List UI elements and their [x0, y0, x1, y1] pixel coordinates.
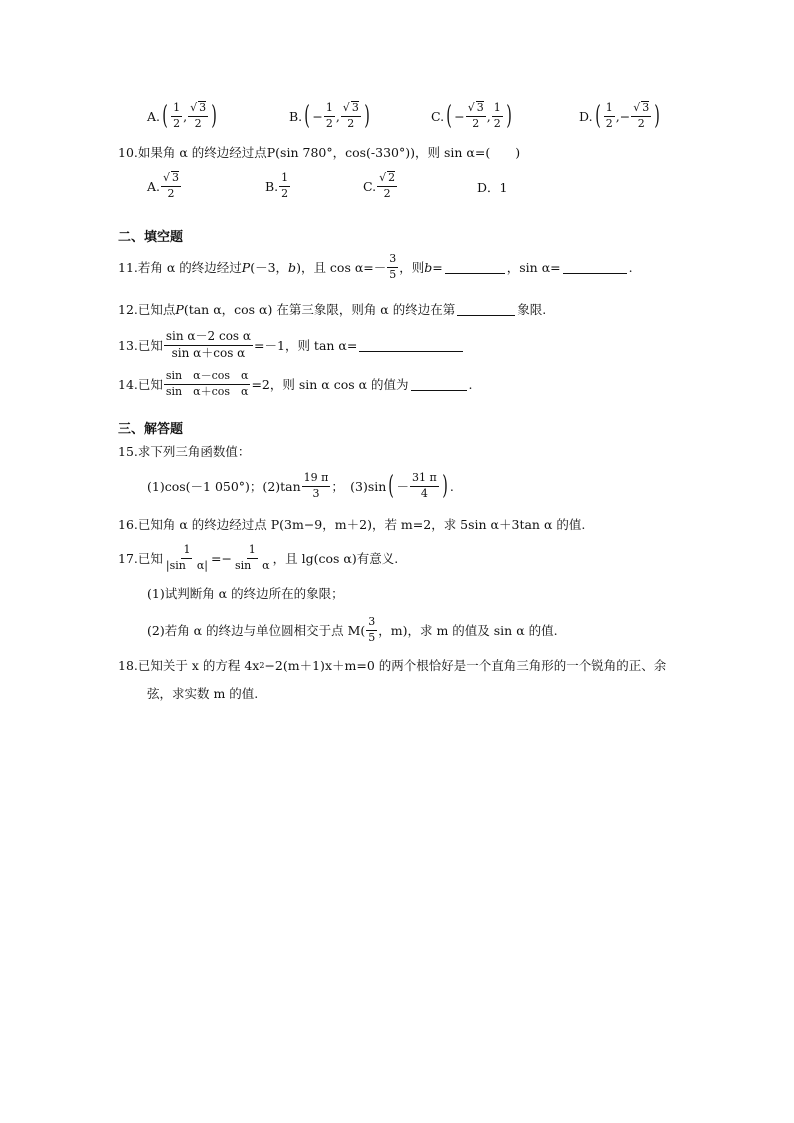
q17-stem: 17.已知 $\frac{1}{\text{|sin α|}}$ =− $\frac{1}{\text{sin α}}$ ，且 lg(cos α)有意义. — [118, 542, 399, 572]
q9-option-b: B. ( − $\frac{1}{2}$ , $\frac{√ 3}{2}$ ) — [289, 100, 370, 131]
q9-options — [147, 96, 707, 136]
q16: 16.已知角 α 的终边经过点 P(3m−9，m＋2)，若 m=2，求 5sin α＋3tan α 的值. — [118, 517, 586, 532]
q17-part1: (1)试判断角 α 的终边所在的象限； — [147, 586, 344, 601]
q9-option-d: D. ( $\frac{1}{2}$ , − $\frac{√ 3}{2}$ ) — [579, 100, 661, 131]
q10-option-b: B. $\frac{1}{2}$ — [265, 170, 289, 200]
q11-blank-b[interactable] — [445, 261, 505, 274]
q9-option-c: C. ( − $\frac{√ 3}{2}$ , $\frac{1}{2}$ ) — [431, 100, 512, 131]
q14: 14.已知 $\frac{\text{sin α－cos α}}{\text{sin α＋cos α}}$ =2，则 sin α cos α 的值为 . — [118, 368, 473, 398]
q15-stem: 15.求下列三角函数值： — [118, 444, 251, 459]
q14-blank[interactable] — [411, 378, 467, 391]
q17-part2: (2)若角 α 的终边与单位圆相交于点 M( $\frac{3}{5}$ ，m)，求 m 的值及 sin α 的值. — [147, 614, 558, 644]
section-answer-heading: 三、解答题 — [118, 422, 184, 437]
q12: 12.已知点 P (tan α，cos α) 在第三象限，则角 α 的终边在第 象限. — [118, 301, 547, 317]
q10-options — [147, 166, 547, 206]
q18-line2: 弦，求实数 m 的值. — [147, 686, 259, 701]
q13: 13.已知 $\frac{\text{sin α－2 cos α}}{\text{sin α＋cos α}}$ =－1，则 tan α= — [118, 326, 465, 364]
q11: 11.若角 α 的终边经过 P (－3， b )，且 cos α=－ $\frac{3}{5}$ ，则 b = ，sin α= . — [118, 251, 633, 281]
q13-blank[interactable] — [359, 339, 463, 352]
section-fill-blank-heading: 二、填空题 — [118, 230, 184, 245]
q10-stem: 10.如果角 α 的终边经过点P(sin 780°，cos(-330°))，则 sin α=( ) — [118, 145, 521, 160]
q12-blank[interactable] — [457, 303, 515, 316]
q15-parts: (1)cos(－1 050°)；(2)tan $\frac{19 \pi}{3}$ ； (3)sin ( － $\frac{31 \pi}{4}$ ) . — [147, 470, 454, 501]
q18-line1: 18.已知关于 x 的方程 4x 2 −2(m＋1)x＋m=0 的两个根恰好是一个直角三角形的一个锐角的正、余 — [118, 658, 667, 673]
q10-option-d: D．1 — [477, 180, 508, 195]
q11-blank-sin[interactable] — [563, 261, 627, 274]
q9-option-a: A. ( $\frac{1}{2}$ , $\frac{√ 3}{2}$ ) — [147, 100, 218, 131]
q10-option-a: A. $\frac{√ 3}{2}$ — [147, 171, 180, 200]
q10-option-c: C. $\frac{√ 2}{2}$ — [363, 171, 396, 200]
